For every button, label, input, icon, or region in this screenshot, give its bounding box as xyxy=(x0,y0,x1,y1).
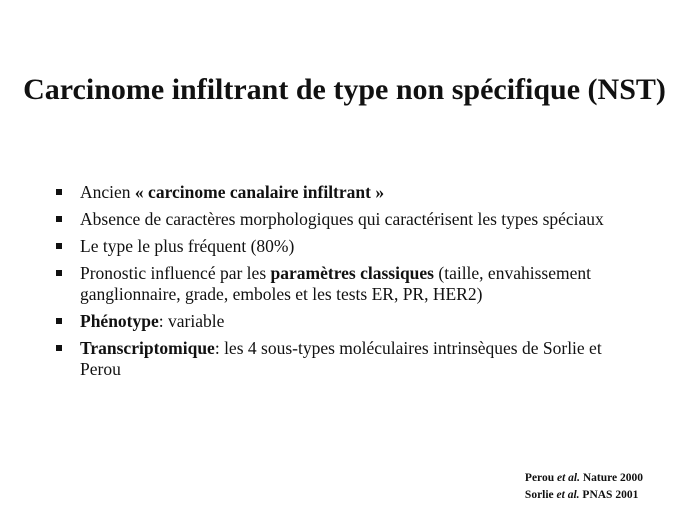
bullet-text: Absence de caractères morphologiques qui caractérisent les types spéciaux xyxy=(80,209,604,229)
reference-line xyxy=(525,487,643,504)
reference-author: Sorlie xyxy=(524,489,557,501)
bullet-text-suffix: : variable xyxy=(158,311,225,331)
bullet-item xyxy=(55,311,615,332)
square-bullet-icon xyxy=(56,270,62,276)
square-bullet-icon xyxy=(56,189,62,195)
references xyxy=(525,470,643,504)
bullet-bold-text: paramètres classiques xyxy=(270,263,434,283)
bullet-bold-text: Transcriptomique xyxy=(80,338,215,358)
square-bullet-icon xyxy=(56,243,62,249)
square-bullet-icon xyxy=(56,318,62,324)
bullet-item xyxy=(55,236,615,257)
reference-line xyxy=(525,470,643,487)
bullet-item xyxy=(55,209,615,230)
bullet-item xyxy=(55,182,615,203)
square-bullet-icon xyxy=(56,216,62,222)
bullet-text-suffix: : les 4 sous-types moléculaires intrinsèques de Sorlie et Perou xyxy=(80,338,602,379)
bullet-text: Le type le plus fréquent (80%) xyxy=(80,236,295,256)
reference-author: Perou xyxy=(524,472,557,484)
bullet-list xyxy=(55,182,615,386)
bullet-item xyxy=(55,263,615,305)
bullet-text-suffix: (taille, envahissement ganglionnaire, grade, emboles et les tests ER, PR, HER2) xyxy=(80,263,591,304)
bullet-text: Pronostic influencé par les xyxy=(80,263,271,283)
slide-title: Carcinome infiltrant de type non spécifique (NST) xyxy=(23,73,666,106)
reference-etal: et al. xyxy=(556,472,580,484)
bullet-bold-text: « carcinome canalaire infiltrant » xyxy=(134,182,385,202)
reference-source: Nature 2000 xyxy=(579,472,643,484)
reference-etal: et al. xyxy=(556,489,580,501)
bullet-item xyxy=(55,338,615,380)
square-bullet-icon xyxy=(56,345,62,351)
bullet-bold-text: Phénotype xyxy=(80,311,159,331)
reference-source: PNAS 2001 xyxy=(579,489,639,501)
bullet-text: Ancien xyxy=(80,182,135,202)
